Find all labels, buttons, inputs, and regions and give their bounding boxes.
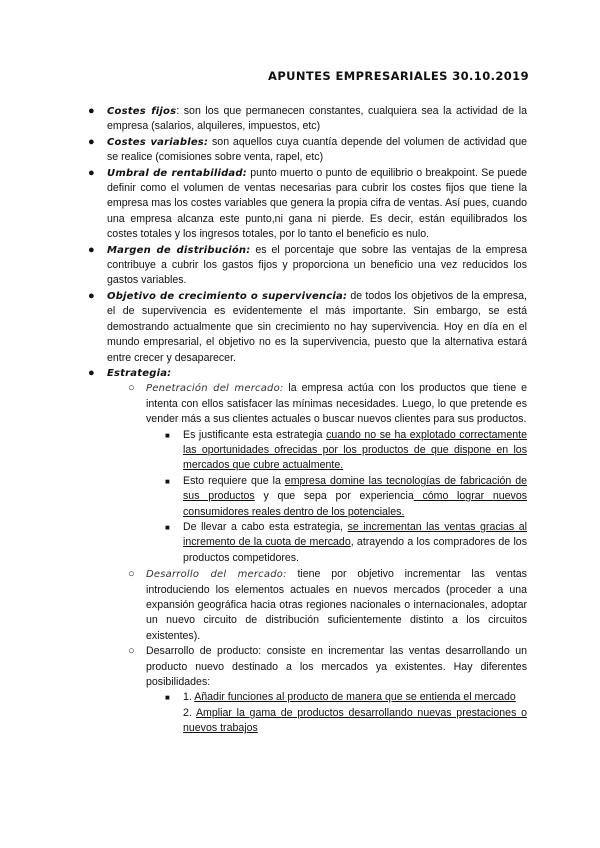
underlined-text: Ampliar la gama de productos desarrollando nuevas prestaciones o nuevos trabajos xyxy=(183,706,527,735)
list-item-posibilidades xyxy=(165,690,527,736)
term: Costes fijos xyxy=(107,106,177,117)
bullet-icon: ● xyxy=(88,366,95,379)
definition: de todos los objetivos de la empresa, el de supervivencia es evidentemente el más importante. Sin embargo, se está demostrando actualmente que sin crecimiento no hay supervivencia. Hoy en día en el mundo empresarial, el objetivo no es la supervivencia, puesto que la alternativa estará entre crecer y desaparecer. xyxy=(107,289,527,364)
bullet-icon: ○ xyxy=(128,382,135,395)
option-number: 1. xyxy=(183,691,195,704)
bullet-icon: ● xyxy=(88,243,95,256)
bullet-icon: ● xyxy=(88,135,95,148)
term: Estrategia: xyxy=(107,367,172,379)
penetracion-sublist xyxy=(165,428,528,567)
list-item-umbral xyxy=(88,166,527,243)
term: Penetración del mercado: xyxy=(146,383,284,395)
list-item-desarrollo-producto xyxy=(128,644,527,736)
text: Esto requiere que la xyxy=(183,474,285,487)
bullet-icon: ■ xyxy=(165,693,170,703)
underlined-text: cómo lograr nuevos consumidores reales dentro de los potenciales. xyxy=(183,490,528,518)
bullet-icon: ■ xyxy=(165,430,170,440)
text: Es justificante esta estrategia xyxy=(183,428,327,441)
bullet-icon: ● xyxy=(88,105,95,117)
definition: : son los que permanecen constantes, cualquiera sea la actividad de la empresa (salarios, alquileres, impuestos, etc) xyxy=(107,105,527,133)
list-item-costes-fijos xyxy=(88,104,527,135)
bullet-icon: ● xyxy=(88,289,95,302)
bullet-icon: ○ xyxy=(128,568,135,581)
producto-sublist xyxy=(165,690,527,736)
term: Objetivo de crecimiento o supervivencia: xyxy=(107,290,348,302)
estrategia-sublist xyxy=(128,381,528,736)
definition: la empresa actúa con los productos que tiene e intenta con ellos satisfacer las mínimas necesidades. Luego, lo que pretende es vender más a sus clientes actuales o buscar nuevos clientes para sus productos. xyxy=(146,382,527,426)
definition: es el porcentaje que sobre las ventajas de la empresa contribuye a cubrir los gastos fijos y proporciona un beneficio una vez reducidos los gastos variables. xyxy=(107,243,527,287)
list-item-llevar xyxy=(165,520,527,566)
term: Costes variables: xyxy=(107,136,209,148)
list-item-justificante xyxy=(165,428,527,474)
text: y que sepa por experiencia xyxy=(254,490,414,503)
underlined-text: cuando no se ha explotado correctamente las oportunidades ofrecidas por los productos de que dispone en los mercados que cubre actualmente. xyxy=(183,428,527,472)
term: Umbral de rentabilidad: xyxy=(107,167,247,179)
bullet-icon: ■ xyxy=(165,476,170,486)
underlined-text: Añadir funciones al producto de manera que se entienda el mercado xyxy=(194,691,516,704)
term: Margen de distribución: xyxy=(107,244,251,256)
definition: punto muerto o punto de equilibrio o breakpoint. Se puede definir como el volumen de ventas necesarias para cubrir los costes fijos que tiene la empresa mas los costes variables que genera la propia cifra de ventas. Así pues, cuando una empresa alcanza este punto,ni gana ni pierde. Es decir, están equilibrados los costes totales y los ingresos totales, por lo tanto el beneficio es nulo. xyxy=(107,166,527,241)
bullet-icon: ■ xyxy=(165,522,170,532)
list-item-desarrollo-mercado xyxy=(128,567,527,644)
definition: tiene por objetivo incrementar las ventas introduciendo los elementos actuales en nuevos mercados (proceder a una expansión geográfica hacia otras regiones nacionales o internacionales, adoptar un nuevo circuito de distribución suficientemente distinto a los circuitos existentes). xyxy=(146,568,527,642)
term: Desarrollo del mercado: xyxy=(146,569,287,581)
bullet-icon: ● xyxy=(88,166,95,179)
list-item-costes-variables xyxy=(88,135,527,166)
definition: Desarrollo de producto: consiste en incrementar las ventas desarrollando un producto nuevo destinado a los mercados ya existentes. Hay diferentes posibilidades: xyxy=(146,645,527,689)
page-title: APUNTES EMPRESARIALES 30.10.2019 xyxy=(268,69,529,83)
text: De llevar a cabo esta estrategia, xyxy=(183,520,348,533)
option-number: 2. xyxy=(183,706,196,719)
list-item-estrategia xyxy=(88,366,528,737)
list-item-penetracion xyxy=(128,381,528,566)
list-item-requiere xyxy=(165,474,528,520)
text: , atrayendo a los compradores de los productos competidores. xyxy=(183,536,527,564)
list-item-margen xyxy=(88,243,527,289)
underlined-text: empresa domine las tecnologías de fabricación de sus productos xyxy=(183,474,527,503)
definition: son aquellos cuya cuantía depende del volumen de actividad que se realice (comisiones sobre venta, rapel, etc) xyxy=(107,135,527,164)
underlined-text: se incrementan las ventas gracias al incremento de la cuota de mercado xyxy=(183,520,527,549)
list-item-objetivo xyxy=(88,289,527,366)
bullet-icon: ○ xyxy=(128,645,135,658)
notes-list xyxy=(88,104,528,738)
